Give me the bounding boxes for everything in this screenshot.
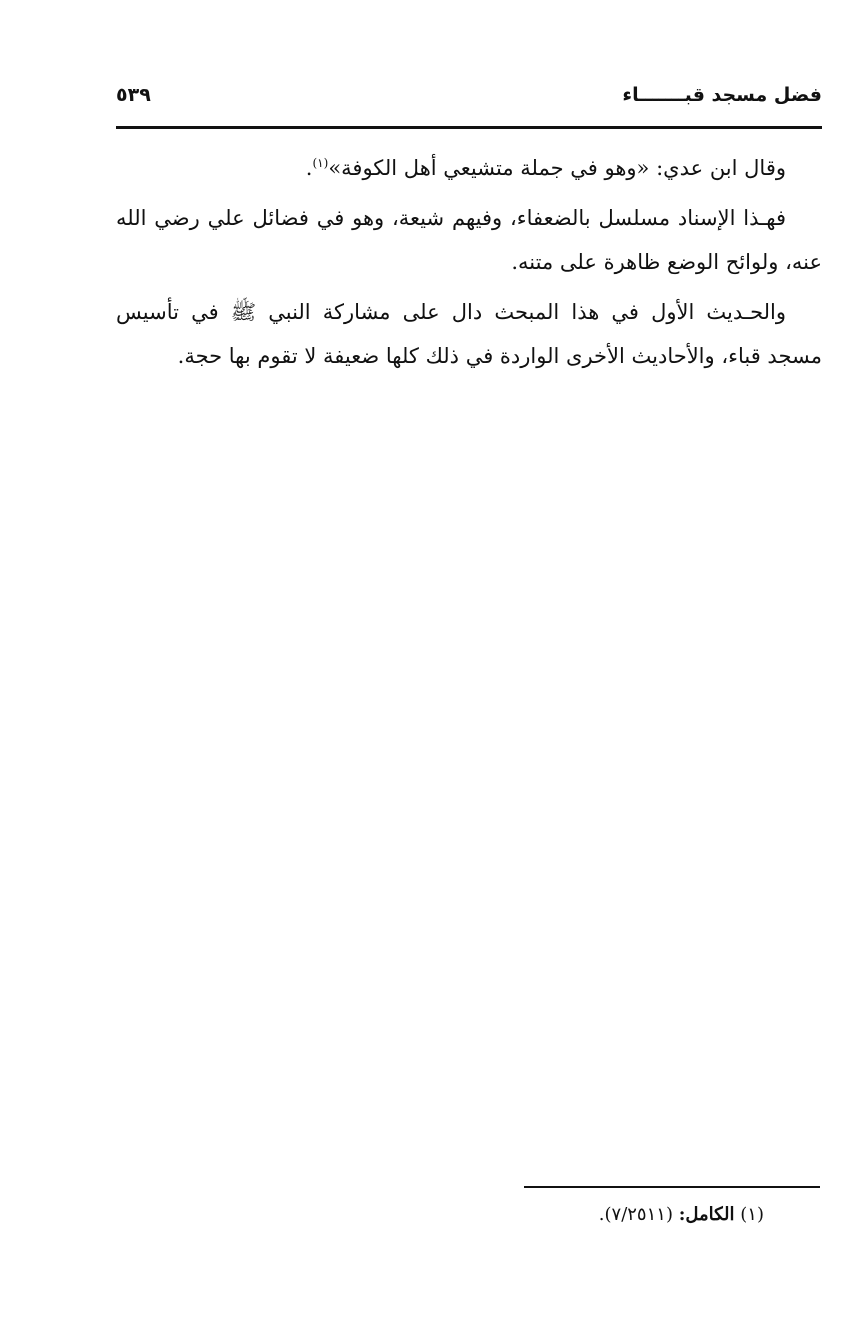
- footnote-source-label: الكامل:: [678, 1204, 735, 1225]
- running-header-title: فضل مسجد قبـــــــاء: [622, 84, 822, 106]
- header-rule: [116, 126, 822, 129]
- paragraph-end: .: [305, 156, 313, 180]
- page-number: ٥٣٩: [116, 84, 151, 106]
- footnote-separator: [524, 1186, 820, 1188]
- footnote-reference[interactable]: (١): [312, 156, 329, 170]
- footnote-citation: (٧/٢٥١١).: [598, 1204, 673, 1225]
- paragraph-ibn-adi-quote: [116, 146, 822, 190]
- paragraph-conclusion: والحـديث الأول في هذا المبحث دال على مشاركة النبي ﷺ في تأسيس مسجد قباء، والأحاديث الأخرى الواردة في ذلك كلها ضعيفة لا تقوم بها حجة.: [116, 300, 822, 368]
- main-text: [116, 146, 822, 384]
- paragraph-isnad: فهـذا الإسناد مسلسل بالضعفاء، وفيهم شيعة، وهو في فضائل علي رضي الله عنه، ولوائح الوضع ظاهرة على متنه.: [116, 206, 822, 274]
- footnote-number: (١): [740, 1204, 764, 1225]
- footnote: [599, 1204, 764, 1225]
- paragraph-text: وقال ابن عدي: «وهو في جملة متشيعي أهل الكوفة»: [328, 156, 786, 180]
